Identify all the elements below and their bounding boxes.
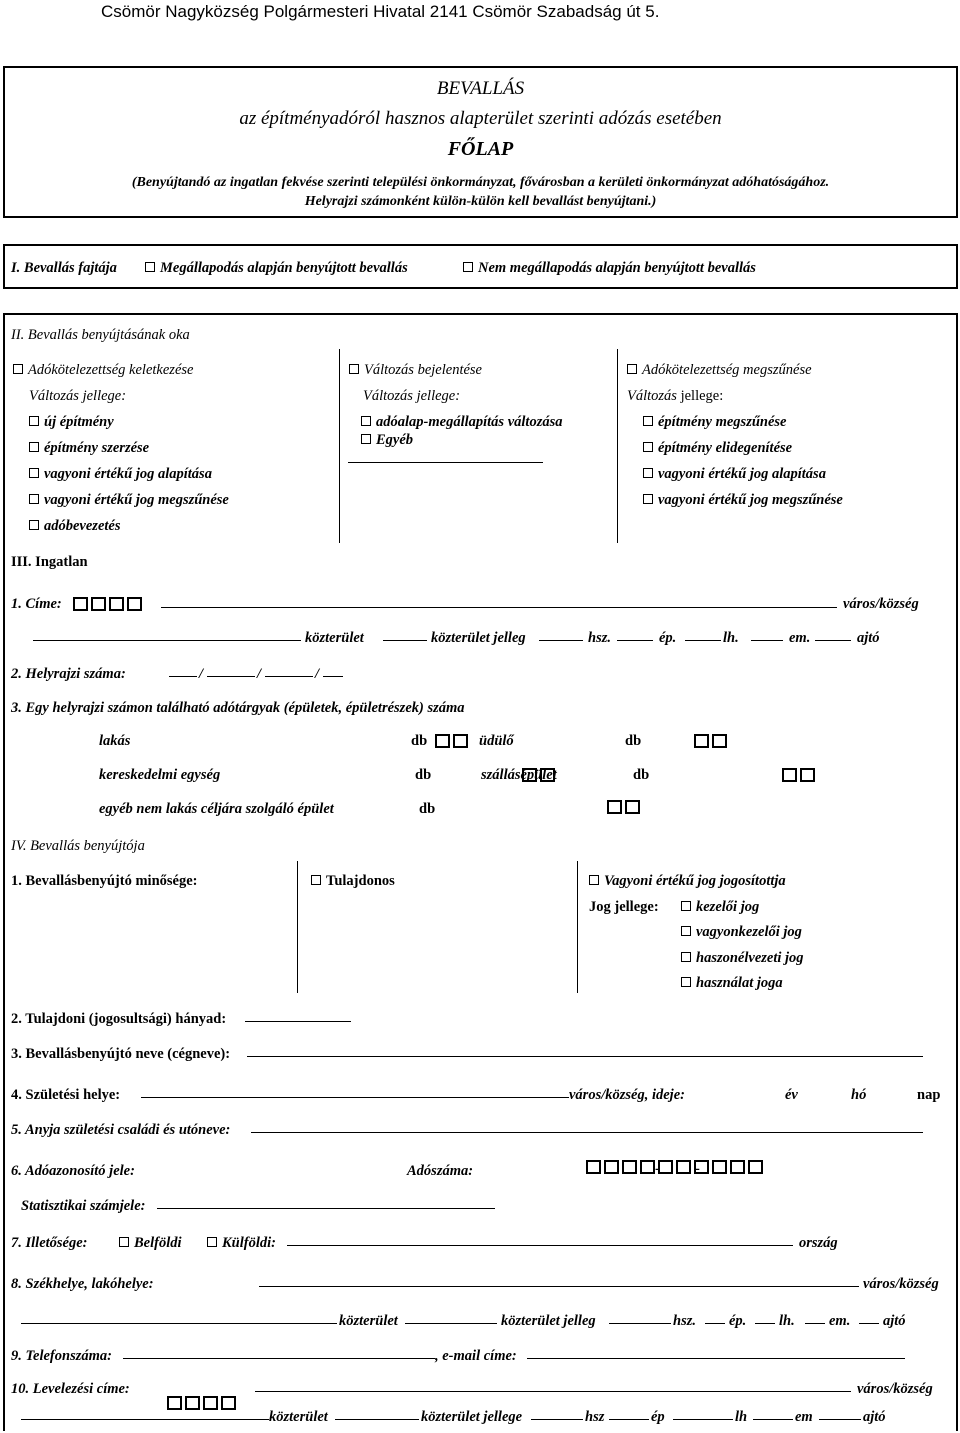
- belfoldi-label: Belföldi: [134, 1235, 182, 1251]
- mail-hsz-label: hsz: [585, 1409, 605, 1425]
- checkbox-icon[interactable]: [681, 977, 691, 987]
- ajto-field[interactable]: [815, 628, 851, 641]
- city-label: város/község: [843, 596, 919, 612]
- hsz-label: hsz.: [588, 630, 611, 646]
- ajto-label: ajtó: [857, 630, 880, 646]
- udulo-boxes[interactable]: [694, 734, 730, 753]
- col2-item[interactable]: [361, 432, 413, 449]
- checkbox-icon[interactable]: [13, 364, 23, 374]
- col1-item[interactable]: [29, 518, 121, 535]
- birthplace-field[interactable]: [141, 1085, 569, 1098]
- item-label: Egyéb: [376, 432, 414, 448]
- title-note2: Helyrajzi számonként külön-külön kell bevallást benyújtani.): [304, 194, 657, 209]
- item-label: építmény elidegenítése: [658, 440, 793, 456]
- seat-em-field[interactable]: [805, 1311, 825, 1324]
- dash: -: [695, 1161, 700, 1177]
- mail-ajto-field[interactable]: [819, 1407, 861, 1420]
- db-label: db: [633, 767, 650, 783]
- title-box: [3, 66, 958, 218]
- col2-head-label: Változás bejelentése: [364, 362, 482, 378]
- ho-label: hó: [851, 1087, 867, 1103]
- phone-field[interactable]: [123, 1346, 435, 1359]
- share-field[interactable]: [245, 1009, 351, 1022]
- nap-label: nap: [917, 1087, 941, 1103]
- ev-label: év: [785, 1087, 798, 1103]
- seat-ep-label: ép.: [729, 1313, 747, 1329]
- mail-ajto-label: ajtó: [863, 1409, 886, 1425]
- checkbox-icon[interactable]: [145, 262, 155, 272]
- checkbox-icon[interactable]: [29, 416, 39, 426]
- szallas-boxes[interactable]: [782, 768, 818, 787]
- checkbox-icon[interactable]: [681, 926, 691, 936]
- right-option[interactable]: [681, 924, 802, 941]
- item-label: új építmény: [44, 414, 114, 430]
- seat-em-label: em.: [829, 1313, 851, 1329]
- checkbox-icon[interactable]: [681, 901, 691, 911]
- main-box: [3, 313, 958, 1431]
- title-folap: FŐLAP: [447, 138, 514, 160]
- q7-label: 7. Illetősége:: [11, 1235, 88, 1251]
- col3-item[interactable]: [643, 466, 826, 483]
- right-type-label: Jog jellege:: [589, 899, 659, 915]
- hrsz-field-2[interactable]: [207, 664, 255, 677]
- seat-city-label: város/község: [863, 1276, 939, 1292]
- dash: -: [655, 1161, 660, 1177]
- kulfoldi-option[interactable]: [207, 1235, 276, 1252]
- section1-option2[interactable]: [463, 260, 756, 277]
- checkbox-icon[interactable]: [207, 1237, 217, 1247]
- checkbox-icon[interactable]: [643, 494, 653, 504]
- q9-label: 9. Telefonszáma:: [11, 1348, 112, 1364]
- divider-2: [617, 349, 618, 543]
- item-label: vagyoni értékű jog megszűnése: [44, 492, 229, 508]
- lh-label: lh.: [723, 630, 739, 646]
- seat-ep-field[interactable]: [705, 1311, 725, 1324]
- mail-street-type-label: közterület jellege: [421, 1409, 523, 1425]
- col1-item[interactable]: [29, 492, 229, 509]
- kulfoldi-label: Külföldi:: [222, 1235, 276, 1251]
- section1-box: [3, 244, 958, 289]
- street-type-label: közterület jelleg: [431, 630, 526, 646]
- right-option[interactable]: [681, 975, 783, 992]
- seat-street-type-field[interactable]: [405, 1311, 497, 1324]
- mail-lh-label: lh: [735, 1409, 748, 1425]
- other-reason-field[interactable]: [348, 450, 543, 463]
- section1-option1[interactable]: [145, 260, 408, 277]
- tax-id-boxes[interactable]: [586, 1160, 766, 1179]
- em-field[interactable]: [751, 628, 783, 641]
- udulo-label: üdülő: [479, 733, 514, 749]
- lakas-boxes[interactable]: [435, 734, 471, 753]
- q10-label: 10. Levelezési címe:: [11, 1381, 130, 1397]
- item-label: vagyoni értékű jog alapítása: [44, 466, 212, 482]
- address-label: 1. Címe:: [11, 596, 62, 612]
- checkbox-icon[interactable]: [29, 494, 39, 504]
- mail-street-type-field[interactable]: [335, 1407, 419, 1420]
- right-label: kezelői jog: [696, 899, 760, 915]
- street-type-field[interactable]: [383, 628, 427, 641]
- mail-street-field[interactable]: [21, 1407, 269, 1420]
- col3-sub-a: Változás: [627, 388, 677, 404]
- seat-hsz-field[interactable]: [609, 1311, 671, 1324]
- item-label: vagyoni értékű jog alapítása: [658, 466, 826, 482]
- checkbox-icon[interactable]: [361, 434, 371, 444]
- checkbox-icon[interactable]: [463, 262, 473, 272]
- slash: /: [199, 666, 204, 682]
- seat-hsz-label: hsz.: [673, 1313, 696, 1329]
- q6-label: 6. Adóazonosító jele:: [11, 1163, 135, 1179]
- slash: /: [257, 666, 262, 682]
- mail-ep-label: ép: [651, 1409, 665, 1425]
- section4-label: IV. Bevallás benyújtója: [11, 838, 145, 854]
- q8-label: 8. Székhelye, lakóhelye:: [11, 1276, 154, 1292]
- checkbox-icon[interactable]: [589, 875, 599, 885]
- street-field[interactable]: [33, 628, 301, 641]
- right-option[interactable]: [681, 950, 804, 967]
- col3-sub-b: jellege:: [680, 388, 724, 404]
- q5-label: 5. Anyja születési családi és utóneve:: [11, 1122, 231, 1138]
- lakas-label: lakás: [99, 733, 131, 749]
- em-label: em.: [789, 630, 811, 646]
- mail-city-label: város/község: [857, 1381, 933, 1397]
- q3-label: 3. Bevallásbenyújtó neve (cégneve):: [11, 1046, 231, 1062]
- item-label: vagyoni értékű jog megszűnése: [658, 492, 843, 508]
- name-field[interactable]: [247, 1044, 923, 1057]
- mail-city-field[interactable]: [255, 1379, 851, 1392]
- checkbox-icon[interactable]: [349, 364, 359, 374]
- email-label: , e-mail címe:: [435, 1348, 517, 1364]
- q4-label: 4. Születési helye:: [11, 1087, 121, 1103]
- hsz-field[interactable]: [539, 628, 583, 641]
- title-line2: az építményadóról hasznos alapterület szerinti adózás esetében: [239, 108, 722, 129]
- checkbox-icon[interactable]: [643, 416, 653, 426]
- q4b-label: város/község, ideje:: [569, 1087, 685, 1103]
- seat-lh-label: lh.: [779, 1313, 795, 1329]
- right-label: használat joga: [696, 975, 783, 991]
- divider-4: [577, 861, 578, 993]
- checkbox-icon[interactable]: [681, 952, 691, 962]
- mail-hsz-field[interactable]: [531, 1407, 583, 1420]
- checkbox-icon[interactable]: [643, 468, 653, 478]
- adoszam-label: Adószáma:: [407, 1163, 474, 1179]
- title-line1: BEVALLÁS: [436, 78, 525, 99]
- col3-item[interactable]: [643, 492, 843, 509]
- email-field[interactable]: [527, 1346, 905, 1359]
- checkbox-icon[interactable]: [311, 875, 321, 885]
- street-label: közterület: [305, 630, 364, 646]
- divider-3: [297, 861, 298, 993]
- mail-ep-field[interactable]: [609, 1407, 649, 1420]
- seat-ajto-field[interactable]: [859, 1311, 879, 1324]
- right-option[interactable]: [681, 899, 759, 916]
- col2-item[interactable]: [361, 414, 562, 431]
- db-label: db: [419, 801, 436, 817]
- ep-field[interactable]: [617, 628, 653, 641]
- city-field[interactable]: [161, 595, 837, 608]
- owner-option[interactable]: [311, 873, 395, 890]
- belfoldi-option[interactable]: [119, 1235, 182, 1252]
- seat-ajto-label: ajtó: [883, 1313, 906, 1329]
- ep-label: ép.: [659, 630, 677, 646]
- option2-label: Nem megállapodás alapján benyújtott bevallás: [478, 260, 756, 276]
- count-label: 3. Egy helyrajzi számon található adótárgyak (épületek, épületrészek) száma: [11, 700, 465, 716]
- db-label: db: [411, 733, 428, 749]
- slash: /: [315, 666, 320, 682]
- keresk-label: kereskedelmi egység: [99, 767, 221, 783]
- office-header: Csömör Nagyközség Polgármesteri Hivatal 2141 Csömör Szabadság út 5.: [101, 2, 660, 21]
- checkbox-icon[interactable]: [119, 1237, 129, 1247]
- egyeb-label: egyéb nem lakás céljára szolgáló épület: [99, 801, 334, 817]
- checkbox-icon[interactable]: [361, 416, 371, 426]
- col3-item[interactable]: [643, 440, 792, 457]
- section1-label: I. Bevallás fajtája: [11, 260, 117, 276]
- col1-item[interactable]: [29, 414, 114, 431]
- col1-item[interactable]: [29, 440, 149, 457]
- checkbox-icon[interactable]: [29, 468, 39, 478]
- mail-lh-field[interactable]: [673, 1407, 733, 1420]
- mother-name-field[interactable]: [251, 1120, 923, 1133]
- col3-item[interactable]: [643, 414, 786, 431]
- col3-sub: [627, 388, 723, 405]
- stat-label: Statisztikai számjele:: [21, 1198, 146, 1214]
- checkbox-icon[interactable]: [643, 442, 653, 452]
- col2-sub: Változás jellege:: [363, 388, 461, 404]
- mail-em-label: em: [795, 1409, 813, 1425]
- section2-label: II. Bevallás benyújtásának oka: [11, 327, 190, 343]
- checkbox-icon[interactable]: [627, 364, 637, 374]
- hrsz-field-1[interactable]: [169, 664, 197, 677]
- col1-head-label: Adókötelezettség keletkezése: [28, 362, 194, 378]
- db-label: db: [625, 733, 642, 749]
- q2-label: 2. Tulajdoni (jogosultsági) hányad:: [11, 1011, 227, 1027]
- mail-em-field[interactable]: [753, 1407, 793, 1420]
- db-label: db: [415, 767, 432, 783]
- section3-label: III. Ingatlan: [11, 554, 88, 570]
- hrsz-field-4[interactable]: [323, 664, 343, 677]
- checkbox-icon[interactable]: [29, 442, 39, 452]
- owner-label: Tulajdonos: [326, 873, 395, 889]
- lh-field[interactable]: [685, 628, 721, 641]
- q1-label: 1. Bevallásbenyújtó minősége:: [11, 873, 198, 889]
- hrsz-label: 2. Helyrajzi száma:: [11, 666, 126, 682]
- right-label: haszonélvezeti jog: [696, 950, 804, 966]
- postcode-boxes[interactable]: [73, 597, 145, 616]
- col3-head[interactable]: [627, 362, 812, 379]
- col1-head[interactable]: [13, 362, 193, 379]
- seat-city-field[interactable]: [259, 1274, 859, 1287]
- seat-street-field[interactable]: [21, 1311, 337, 1324]
- item-label: adóalap-megállapítás változása: [376, 414, 563, 430]
- col2-head[interactable]: [349, 362, 482, 379]
- right-label: vagyonkezelői jog: [696, 924, 802, 940]
- orszag-label: ország: [799, 1235, 838, 1251]
- country-field[interactable]: [287, 1233, 793, 1246]
- item-label: adóbevezetés: [44, 518, 121, 534]
- stat-field[interactable]: [157, 1196, 495, 1209]
- szallas-label: szállásépület: [481, 767, 557, 783]
- col1-item[interactable]: [29, 466, 212, 483]
- right-holder-label: Vagyoni értékű jog jogosítottja: [604, 873, 786, 889]
- right-holder-option[interactable]: [589, 873, 786, 890]
- egyeb-boxes[interactable]: [607, 800, 643, 819]
- divider-1: [339, 349, 340, 543]
- title-note1: (Benyújtandó az ingatlan fekvése szerinti települési önkormányzat, fővárosban a kerületi önkormányzat adóhatóságához.: [131, 175, 830, 190]
- seat-street-label: közterület: [339, 1313, 398, 1329]
- item-label: építmény megszűnése: [658, 414, 787, 430]
- col1-sub: Változás jellege:: [29, 388, 127, 404]
- item-label: építmény szerzése: [44, 440, 150, 456]
- mail-street-label: közterület: [269, 1409, 328, 1425]
- checkbox-icon[interactable]: [29, 520, 39, 530]
- seat-street-type-label: közterület jelleg: [501, 1313, 596, 1329]
- hrsz-field-3[interactable]: [265, 664, 313, 677]
- col3-head-label: Adókötelezettség megszűnése: [642, 362, 812, 378]
- seat-lh-field[interactable]: [755, 1311, 775, 1324]
- option1-label: Megállapodás alapján benyújtott bevallás: [160, 260, 408, 276]
